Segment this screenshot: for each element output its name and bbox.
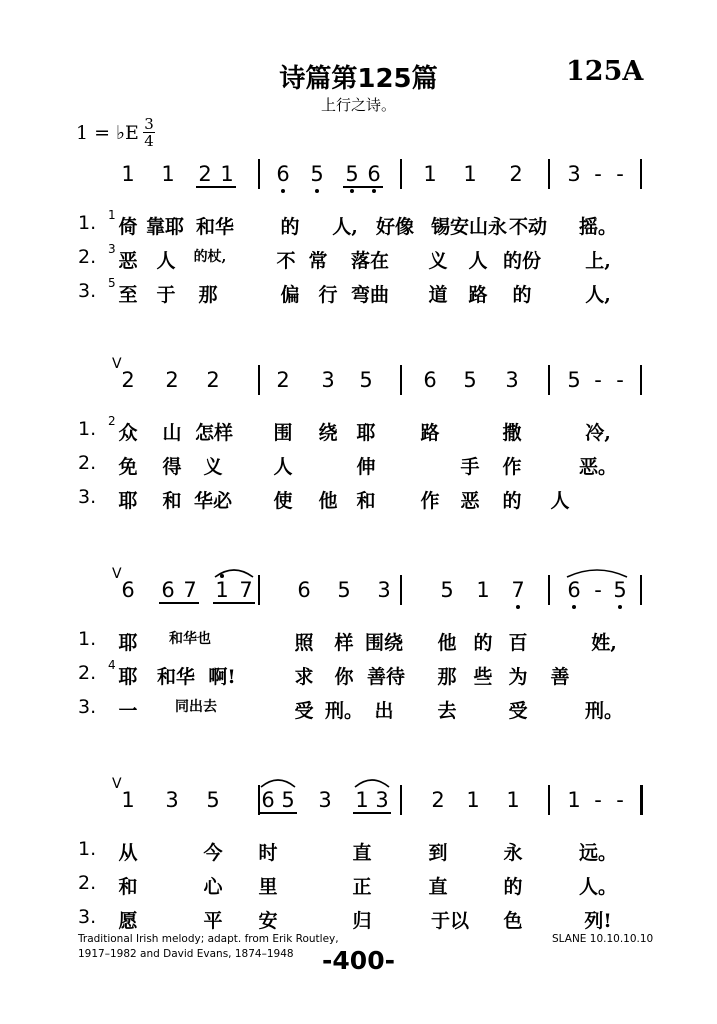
- lyric-word: 撒: [502, 422, 522, 444]
- note: 2: [165, 368, 179, 392]
- lyric-word: 常: [308, 250, 328, 272]
- lyric-word: 路: [420, 422, 440, 444]
- slur: [214, 566, 254, 578]
- note: 3: [377, 578, 391, 602]
- lyric-word: 刑。: [584, 700, 624, 722]
- note: 1: [476, 578, 490, 602]
- note: 1: [121, 788, 135, 812]
- lyric-word: 众: [118, 422, 138, 444]
- note: 1: [161, 162, 175, 186]
- low-octave-dot: [315, 189, 319, 193]
- lyric-word: 使: [273, 490, 293, 512]
- note: 6: [276, 162, 290, 186]
- low-octave-dot: [572, 605, 576, 609]
- lyric-word: 的: [503, 876, 523, 898]
- tune-name: SLANE 10.10.10.10: [552, 933, 654, 945]
- note: 5: [281, 788, 295, 812]
- lyric-word: 人,: [585, 284, 611, 306]
- lyric-word: 远。: [578, 842, 618, 864]
- lyric-word: 弯曲: [350, 284, 390, 306]
- lyric-word: 山: [162, 422, 182, 444]
- barline: [640, 365, 642, 395]
- barline: [258, 159, 260, 189]
- lyric-word: 为: [508, 666, 528, 688]
- beam-underline: [343, 186, 383, 188]
- lyric-word: 山永: [468, 216, 508, 238]
- note: 3: [505, 368, 519, 392]
- lyric-word: 免: [118, 456, 138, 478]
- verse-ref: 4: [108, 658, 116, 672]
- slur: [566, 566, 628, 578]
- lyric-word: 他: [318, 490, 338, 512]
- verse-number: 2.: [78, 246, 97, 268]
- credit-line-2: 1917–1982 and David Evans, 1874–1948: [78, 948, 294, 960]
- lyric-word: 和华: [156, 666, 196, 688]
- lyric-word: 和华: [195, 216, 235, 238]
- lyric-word: 作: [420, 490, 440, 512]
- barline: [548, 365, 550, 395]
- lyric-word: 于以: [430, 910, 470, 932]
- low-octave-dot: [618, 605, 622, 609]
- lyric-word: 样: [334, 632, 354, 654]
- verse-ref: 5: [108, 276, 116, 290]
- note-dash: -: [594, 368, 602, 392]
- note: 1: [121, 162, 135, 186]
- lyric-word: 绕: [318, 422, 338, 444]
- verse-number: 2.: [78, 872, 97, 894]
- lyric-word: 好像: [375, 216, 415, 238]
- lyric-word: 不动: [508, 216, 548, 238]
- lyric-word: 直: [428, 876, 448, 898]
- lyric-word: 于: [156, 284, 176, 306]
- lyric-word: 人,: [332, 216, 358, 238]
- note: 2: [509, 162, 523, 186]
- barline: [400, 575, 402, 605]
- note: 1: [463, 162, 477, 186]
- lyric-word: 恶: [118, 250, 138, 272]
- lyric-word: 义: [203, 456, 223, 478]
- note: 5: [337, 578, 351, 602]
- barline: [548, 159, 550, 189]
- note: 7: [239, 578, 253, 602]
- lyric-word: 受: [508, 700, 528, 722]
- lyric-word: 永: [503, 842, 523, 864]
- verse-ref: 1: [108, 208, 116, 222]
- lyric-word: 刑。: [324, 700, 364, 722]
- lyric-word: 善: [550, 666, 570, 688]
- note: 6: [297, 578, 311, 602]
- note: 5: [206, 788, 220, 812]
- verse-ref: 3: [108, 242, 116, 256]
- key-signature: 1 = ♭E: [76, 122, 139, 144]
- note: 6: [567, 578, 581, 602]
- lyric-word: 列!: [584, 910, 612, 932]
- lyric-word: 的: [512, 284, 532, 306]
- lyric-word: 里: [258, 876, 278, 898]
- lyric-word: 人: [156, 250, 176, 272]
- note: 2: [121, 368, 135, 392]
- lyric-word: 他: [437, 632, 457, 654]
- note: 5: [567, 368, 581, 392]
- verse-number: 2.: [78, 452, 97, 474]
- lyric-word: 的: [502, 490, 522, 512]
- lyric-word: 时: [258, 842, 278, 864]
- note: 3: [375, 788, 389, 812]
- lyric-word: 手: [460, 456, 480, 478]
- lyric-word: 一: [118, 700, 138, 722]
- time-signature-top: 3: [144, 115, 154, 133]
- lyric-word: 落在: [350, 250, 390, 272]
- lyric-word: 和: [162, 490, 182, 512]
- note: 5: [345, 162, 359, 186]
- beam-underline: [213, 602, 255, 604]
- verse-number: 3.: [78, 486, 97, 508]
- lyric-word: 受: [294, 700, 314, 722]
- lyric-word: 冷,: [585, 422, 611, 444]
- lyric-word: 愿: [118, 910, 138, 932]
- barline: [640, 159, 642, 189]
- note: 3: [567, 162, 581, 186]
- note-dash: -: [616, 368, 624, 392]
- lyric-word: 姓,: [591, 632, 617, 654]
- lyric-word: 得: [162, 456, 182, 478]
- verse-number: 3.: [78, 280, 97, 302]
- lyric-word: 你: [334, 666, 354, 688]
- lyric-word: 到: [428, 842, 448, 864]
- hymn-subtitle: 上行之诗。: [320, 96, 396, 114]
- lyric-word: 恶: [460, 490, 480, 512]
- verse-number: 1.: [78, 418, 97, 440]
- lyric-word: 啊!: [208, 666, 236, 688]
- note: 7: [183, 578, 197, 602]
- lyric-word: 围: [273, 422, 293, 444]
- lyric-word: 偏: [280, 284, 300, 306]
- note: 6: [121, 578, 135, 602]
- lyric-word: 色: [503, 910, 523, 932]
- lyric-word: 恶。: [578, 456, 618, 478]
- lyric-word: 锡安: [430, 216, 470, 238]
- lyric-word: 正: [352, 876, 372, 898]
- low-octave-dot: [516, 605, 520, 609]
- note: 6: [367, 162, 381, 186]
- lyric-word: 华必: [193, 490, 233, 512]
- lyric-word: 和: [118, 876, 138, 898]
- note: 1: [466, 788, 480, 812]
- lyric-word: 求: [294, 666, 314, 688]
- beam-underline: [196, 186, 236, 188]
- lyric-word: 人。: [578, 876, 618, 898]
- lyric-word: 人: [468, 250, 488, 272]
- lyric-word: 靠耶: [145, 216, 185, 238]
- low-octave-dot: [372, 189, 376, 193]
- note: 2: [206, 368, 220, 392]
- beam-underline: [353, 812, 391, 814]
- lyric-word: 怎样: [194, 422, 234, 444]
- note: 2: [198, 162, 212, 186]
- note: 1: [220, 162, 234, 186]
- lyric-word: 心: [203, 876, 223, 898]
- barline: [400, 365, 402, 395]
- note: 3: [321, 368, 335, 392]
- lyric-word: 人: [273, 456, 293, 478]
- note: 5: [463, 368, 477, 392]
- slur: [260, 776, 296, 788]
- lyric-word: 倚: [118, 216, 138, 238]
- breath-mark: V: [112, 356, 122, 372]
- verse-ref: 2: [108, 414, 116, 428]
- note-dash: -: [594, 788, 602, 812]
- time-signature-bottom: 4: [144, 132, 154, 150]
- note: 5: [440, 578, 454, 602]
- note: 3: [165, 788, 179, 812]
- note-dash: -: [594, 578, 602, 602]
- beam-underline: [159, 602, 199, 604]
- lyric-word: 直: [352, 842, 372, 864]
- lyric-word: 去: [437, 700, 457, 722]
- lyric-word: 耶: [118, 632, 138, 654]
- note: 1: [423, 162, 437, 186]
- note: 1: [215, 578, 229, 602]
- note: 5: [359, 368, 373, 392]
- lyric-word: 人: [550, 490, 570, 512]
- beam-underline: [259, 812, 297, 814]
- lyric-word: 路: [468, 284, 488, 306]
- breath-mark: V: [112, 566, 122, 582]
- barline: [548, 785, 550, 815]
- note: 6: [261, 788, 275, 812]
- time-signature: [143, 116, 155, 149]
- hymn-title: 诗篇第125篇: [279, 64, 438, 94]
- note: 6: [423, 368, 437, 392]
- lyric-word: 围绕: [364, 632, 404, 654]
- note: 7: [511, 578, 525, 602]
- lyric-word: 的杖,: [193, 249, 227, 265]
- lyric-word: 那: [437, 666, 457, 688]
- lyric-word: 耶: [356, 422, 376, 444]
- barline: [548, 575, 550, 605]
- page-number: -400-: [322, 946, 395, 975]
- note: 5: [310, 162, 324, 186]
- lyric-word: 的: [473, 632, 493, 654]
- note: 1: [567, 788, 581, 812]
- barline: [400, 159, 402, 189]
- lyric-word: 和华也: [169, 631, 211, 647]
- barline: [640, 575, 642, 605]
- lyric-word: 耶: [118, 666, 138, 688]
- breath-mark: V: [112, 776, 122, 792]
- lyric-word: 和: [356, 490, 376, 512]
- verse-number: 3.: [78, 696, 97, 718]
- note-dash: -: [594, 162, 602, 186]
- lyric-word: 今: [203, 842, 223, 864]
- lyric-word: 至: [118, 284, 138, 306]
- verse-number: 1.: [78, 838, 97, 860]
- note: 2: [431, 788, 445, 812]
- note: 2: [276, 368, 290, 392]
- lyric-word: 善待: [366, 666, 406, 688]
- lyric-word: 出: [374, 700, 394, 722]
- credit-line-1: Traditional Irish melody; adapt. from Erik Routley,: [78, 933, 339, 945]
- low-octave-dot: [281, 189, 285, 193]
- slur: [354, 776, 390, 788]
- note: 6: [161, 578, 175, 602]
- lyric-word: 不: [276, 250, 296, 272]
- lyric-word: 道: [428, 284, 448, 306]
- lyric-word: 义: [428, 250, 448, 272]
- lyric-word: 照: [294, 632, 314, 654]
- note: 1: [506, 788, 520, 812]
- lyric-word: 归: [352, 910, 372, 932]
- verse-number: 1.: [78, 628, 97, 650]
- lyric-word: 伸: [356, 456, 376, 478]
- note: 1: [355, 788, 369, 812]
- lyric-word: 同出去: [175, 699, 217, 715]
- lyric-word: 摇。: [578, 216, 618, 238]
- barline: [258, 575, 260, 605]
- hymn-number: 125A: [566, 56, 644, 87]
- note-dash: -: [616, 162, 624, 186]
- note-dash: -: [616, 788, 624, 812]
- barline: [400, 785, 402, 815]
- lyric-word: 些: [473, 666, 493, 688]
- verse-number: 2.: [78, 662, 97, 684]
- lyric-word: 百: [508, 632, 528, 654]
- lyric-word: 那: [198, 284, 218, 306]
- final-barline: [640, 785, 643, 815]
- low-octave-dot: [350, 189, 354, 193]
- lyric-word: 安: [258, 910, 278, 932]
- lyric-word: 的份: [502, 250, 542, 272]
- verse-number: 1.: [78, 212, 97, 234]
- lyric-word: 从: [118, 842, 138, 864]
- lyric-word: 耶: [118, 490, 138, 512]
- lyric-word: 行: [318, 284, 338, 306]
- note: 5: [613, 578, 627, 602]
- verse-number: 3.: [78, 906, 97, 928]
- note: 3: [318, 788, 332, 812]
- lyric-word: 的: [280, 216, 300, 238]
- lyric-word: 作: [502, 456, 522, 478]
- lyric-word: 平: [203, 910, 223, 932]
- barline: [258, 785, 260, 815]
- lyric-word: 上,: [585, 250, 611, 272]
- barline: [258, 365, 260, 395]
